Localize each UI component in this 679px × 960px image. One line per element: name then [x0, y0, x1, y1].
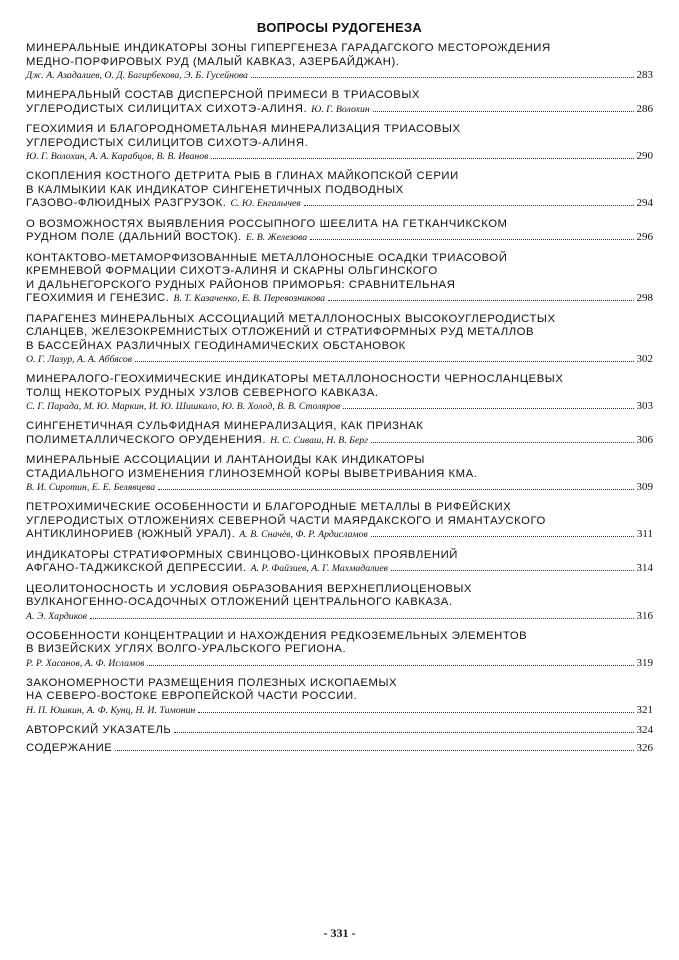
toc-entry-authors: Ю. Г. Волохин [311, 103, 370, 115]
dot-leader [198, 712, 633, 713]
toc-entry-authors: А. В. Сначёв, Ф. Р. Ардисламов [239, 529, 368, 540]
toc-entry-last-line [26, 742, 653, 756]
toc-entry-authors: Н. П. Юшкин, А. Ф. Кунц, Н. И. Тимонин [26, 704, 196, 716]
toc-entry-title-line: ГЕОХИМИЯ И ГЕНЕЗИС. [26, 292, 170, 304]
toc-entry-title-line: МЕДНО-ПОРФИРОВЫХ РУД (МАЛЫЙ КАВКАЗ, АЗЕРБАЙДЖАН). [26, 55, 400, 68]
toc-entry-title-line: УГЛЕРОДИСТЫХ СИЛИЦИТАХ СИХОТЭ-АЛИНЯ. [26, 102, 308, 115]
dot-leader [371, 536, 634, 537]
toc-entry-author-line [26, 657, 653, 670]
toc-entry-title-line: СЛАНЦЕВ, ЖЕЛЕЗОКРЕМНИСТЫХ ОТЛОЖЕНИЙ И СТРАТИФОРМНЫХ РУД МЕТАЛЛОВ [26, 326, 535, 338]
toc-entry-title-line: УГЛЕРОДИСТЫХ СИЛИЦИТОВ СИХОТЭ-АЛИНЯ. [26, 136, 309, 149]
toc-entry-authors: О. Г. Лазур, А. А. Аббясов [26, 354, 133, 365]
toc-entry-authors: Дж. А. Азадалиев, О. Д. Багирбекова, Э. Б. Гусейнова [26, 70, 248, 81]
dot-leader [328, 300, 633, 301]
toc-entry[interactable] [26, 549, 653, 576]
toc-entry-title-line: СИНГЕНЕТИЧНАЯ СУЛЬФИДНАЯ МИНЕРАЛИЗАЦИЯ, КАК ПРИЗНАК [26, 420, 424, 432]
toc-entry-title-line: ПОЛИМЕТАЛЛИЧЕСКОГО ОРУДЕНЕНИЯ. [26, 433, 267, 446]
toc-entry-title-line: СКОПЛЕНИЯ КОСТНОГО ДЕТРИТА РЫБ В ГЛИНАХ МАЙКОПСКОЙ СЕРИИ [26, 170, 459, 182]
toc-entry-title: СОДЕРЖАНИЕ [26, 742, 113, 754]
toc-entry-page: 326 [636, 742, 653, 754]
toc-entry[interactable] [26, 742, 653, 756]
toc-entry-authors: С. Г. Парада, М. Ю. Маркин, И. Ю. Шишкало, Ю. В. Холод, В. В. Столяров [26, 401, 341, 412]
toc-entry-authors: Е. В. Железова [245, 232, 308, 243]
toc-entry-title-line: НА СЕВЕРО-ВОСТОКЕ ЕВРОПЕЙСКОЙ ЧАСТИ РОССИИ. [26, 690, 358, 702]
toc-entry-title-line: СТАДИАЛЬНОГО ИЗМЕНЕНИЯ ГЛИНОЗЕМНОЙ КОРЫ ВЫВЕТРИВАНИЯ КМА. [26, 467, 478, 480]
toc-entry-title-line: ЗАКОНОМЕРНОСТИ РАЗМЕЩЕНИЯ ПОЛЕЗНЫХ ИСКОПАЕМЫХ [26, 676, 398, 689]
toc-entry-author-line [26, 704, 653, 717]
toc-entry[interactable] [26, 583, 653, 623]
toc-entry-page: 298 [636, 292, 653, 304]
dot-leader [158, 489, 633, 490]
toc-entry-page: 319 [636, 656, 653, 669]
dot-leader [310, 239, 633, 240]
toc-entry-title-line: ТОЛЩ НЕКОТОРЫХ РУДНЫХ УЗЛОВ СЕВЕРНОГО КАВКАЗА. [26, 386, 379, 399]
toc-entry-page: 324 [636, 723, 653, 736]
toc-entry[interactable] [26, 677, 653, 717]
toc-entry-title-line: МИНЕРАЛОГО-ГЕОХИМИЧЕСКИЕ ИНДИКАТОРЫ МЕТАЛЛОНОСНОСТИ ЧЕРНОСЛАНЦЕВЫХ [26, 373, 564, 385]
dot-leader [391, 570, 634, 571]
toc-entry-authors: Р. Р. Хасанов, А. Ф. Исламов [26, 657, 145, 669]
toc-entry-title-line: АФГАНО-ТАДЖИКСКОЙ ДЕПРЕССИИ. [26, 562, 247, 574]
toc-entry-authors: А. Р. Файзиев, А. Г. Махмадалиев [250, 563, 388, 574]
dot-leader [304, 205, 634, 206]
toc-entry-page: 314 [636, 562, 653, 574]
toc-entry[interactable] [26, 454, 653, 494]
toc-entry-author-line [26, 353, 653, 366]
toc-entry-authors: В. Т. Казаченко, Е. В. Перевозникова [173, 293, 326, 304]
toc-entry-title-line: КОНТАКТОВО-МЕТАМОРФИЗОВАННЫЕ МЕТАЛЛОНОСНЫЕ ОСАДКИ ТРИАСОВОЙ [26, 251, 508, 264]
toc-entry-author-line [26, 69, 653, 82]
toc-entry-page: 294 [636, 197, 653, 209]
toc-entry-page: 316 [636, 609, 653, 622]
dot-leader [115, 750, 633, 751]
dot-leader [211, 158, 633, 159]
dot-leader [90, 618, 633, 619]
toc-entry-authors: Н. С. Сиваш, Н. В. Берг [270, 434, 369, 446]
toc-entry-author-line [26, 150, 653, 163]
toc-entry-page: 303 [636, 400, 653, 412]
toc-entry-page: 290 [636, 150, 653, 162]
toc-entry[interactable] [26, 373, 653, 413]
toc-entry[interactable] [26, 501, 653, 542]
toc-entry-page: 302 [636, 353, 653, 365]
toc-entry-last-line [26, 231, 653, 245]
table-of-contents [26, 42, 653, 761]
toc-entry-author-line [26, 400, 653, 413]
toc-entry-page: 283 [636, 69, 653, 81]
toc-entry-authors: С. Ю. Енгалычев [230, 198, 301, 209]
toc-entry-title-line: ГАЗОВО-ФЛЮИДНЫХ РАЗГРУЗОК. [26, 197, 227, 209]
toc-entry-last-line [26, 434, 653, 448]
dot-leader [343, 408, 633, 409]
toc-entry-author-line [26, 481, 653, 494]
toc-entry-title-line: МИНЕРАЛЬНЫЙ СОСТАВ ДИСПЕРСНОЙ ПРИМЕСИ В ТРИАСОВЫХ [26, 89, 420, 101]
toc-entry-authors: В. И. Сиротин, Е. Е. Белявцева [26, 482, 156, 493]
toc-entry-title-line: АНТИКЛИНОРИЕВ (ЮЖНЫЙ УРАЛ). [26, 528, 236, 540]
toc-entry[interactable] [26, 170, 653, 211]
toc-entry-authors: Ю. Г. Волохин, А. А. Карабцов, В. В. Иванов [26, 151, 209, 162]
toc-entry-title: АВТОРСКИЙ УКАЗАТЕЛЬ [26, 723, 172, 736]
toc-entry-author-line [26, 610, 653, 623]
toc-entry[interactable] [26, 252, 653, 306]
page-number: - 331 - [323, 926, 356, 940]
toc-entry-page: 321 [636, 703, 653, 716]
toc-entry-title-line: ИНДИКАТОРЫ СТРАТИФОРМНЫХ СВИНЦОВО-ЦИНКОВЫХ ПРОЯВЛЕНИЙ [26, 548, 458, 561]
toc-entry-title-line: ГЕОХИМИЯ И БЛАГОРОДНОМЕТАЛЬНАЯ МИНЕРАЛИЗАЦИЯ ТРИАСОВЫХ [26, 123, 461, 135]
toc-entry-title-line: МИНЕРАЛЬНЫЕ ИНДИКАТОРЫ ЗОНЫ ГИПЕРГЕНЕЗА ГАРАДАГСКОГО МЕСТОРОЖДЕНИЯ [26, 42, 551, 54]
dot-leader [147, 665, 633, 666]
toc-entry-page: 311 [636, 528, 653, 540]
dot-leader [371, 442, 633, 443]
toc-entry-last-line [26, 103, 653, 117]
toc-entry[interactable] [26, 313, 653, 367]
toc-entry[interactable] [26, 724, 653, 738]
toc-entry-title-line: ВУЛКАНОГЕННО-ОСАДОЧНЫХ ОТЛОЖЕНИЙ ЦЕНТРАЛЬНОГО КАВКАЗА. [26, 596, 453, 608]
toc-entry[interactable] [26, 89, 653, 116]
toc-entry-page: 306 [636, 433, 653, 446]
toc-entry-title-line: КРЕМНЕВОЙ ФОРМАЦИИ СИХОТЭ-АЛИНЯ И СКАРНЫ ОЛЬГИНСКОГО [26, 265, 438, 277]
section-title: ВОПРОСЫ РУДОГЕНЕЗА [256, 20, 423, 35]
toc-entry-title-line: МИНЕРАЛЬНЫЕ АССОЦИАЦИИ И ЛАНТАНОИДЫ КАК ИНДИКАТОРЫ [26, 454, 425, 466]
toc-entry-last-line [26, 197, 653, 211]
toc-entry-title-line: О ВОЗМОЖНОСТЯХ ВЫЯВЛЕНИЯ РОССЫПНОГО ШЕЕЛИТА НА ГЕТКАНЧИКСКОМ [26, 217, 508, 230]
toc-entry-page: 309 [636, 481, 653, 493]
toc-entry-last-line [26, 562, 653, 576]
toc-entry-title-line: ОСОБЕННОСТИ КОНЦЕНТРАЦИИ И НАХОЖДЕНИЯ РЕДКОЗЕМЕЛЬНЫХ ЭЛЕМЕНТОВ [26, 629, 528, 642]
toc-entry[interactable] [26, 630, 653, 670]
toc-entry-title-line: И ДАЛЬНЕГОРСКОГО РУДНЫХ РАЙОНОВ ПРИМОРЬЯ: СРАВНИТЕЛЬНАЯ [26, 278, 456, 291]
toc-entry-page: 286 [636, 102, 653, 115]
toc-entry-title-line: В ВИЗЕЙСКИХ УГЛЯХ ВОЛГО-УРАЛЬСКОГО РЕГИОНА. [26, 643, 347, 655]
toc-entry-title-line: В КАЛМЫКИИ КАК ИНДИКАТОР СИНГЕНЕТИЧНЫХ ПОДВОДНЫХ [26, 183, 404, 196]
toc-entry-title-line: ПАРАГЕНЕЗ МИНЕРАЛЬНЫХ АССОЦИАЦИЙ МЕТАЛЛОНОСНЫХ ВЫСОКОУГЛЕРОДИСТЫХ [26, 312, 556, 325]
toc-entry-last-line [26, 528, 653, 542]
toc-entry-last-line [26, 292, 653, 306]
toc-entry-page: 296 [636, 231, 653, 243]
toc-entry-title-line: В БАССЕЙНАХ РАЗЛИЧНЫХ ГЕОДИНАМИЧЕСКИХ ОБСТАНОВОК [26, 339, 406, 352]
dot-leader [251, 77, 634, 78]
toc-entry-authors: А. Э. Хардиков [26, 610, 88, 622]
toc-entry-title-line: РУДНОМ ПОЛЕ (ДАЛЬНИЙ ВОСТОК). [26, 231, 242, 243]
toc-entry-last-line [26, 724, 653, 738]
toc-entry[interactable] [26, 218, 653, 245]
toc-entry-title-line: УГЛЕРОДИСТЫХ ОТЛОЖЕНИЯХ СЕВЕРНОЙ ЧАСТИ МАЯРДАКСКОГО И ЯМАНТАУСКОГО [26, 514, 546, 527]
dot-leader [174, 732, 633, 733]
toc-entry[interactable] [26, 42, 653, 82]
toc-entry[interactable] [26, 123, 653, 163]
dot-leader [135, 361, 633, 362]
toc-entry-title-line: ПЕТРОХИМИЧЕСКИЕ ОСОБЕННОСТИ И БЛАГОРОДНЫЕ МЕТАЛЛЫ В РИФЕЙСКИХ [26, 501, 512, 513]
toc-entry[interactable] [26, 420, 653, 447]
toc-entry-title-line: ЦЕОЛИТОНОСНОСТЬ И УСЛОВИЯ ОБРАЗОВАНИЯ ВЕРХНЕПЛИОЦЕНОВЫХ [26, 582, 472, 595]
dot-leader [373, 111, 634, 112]
